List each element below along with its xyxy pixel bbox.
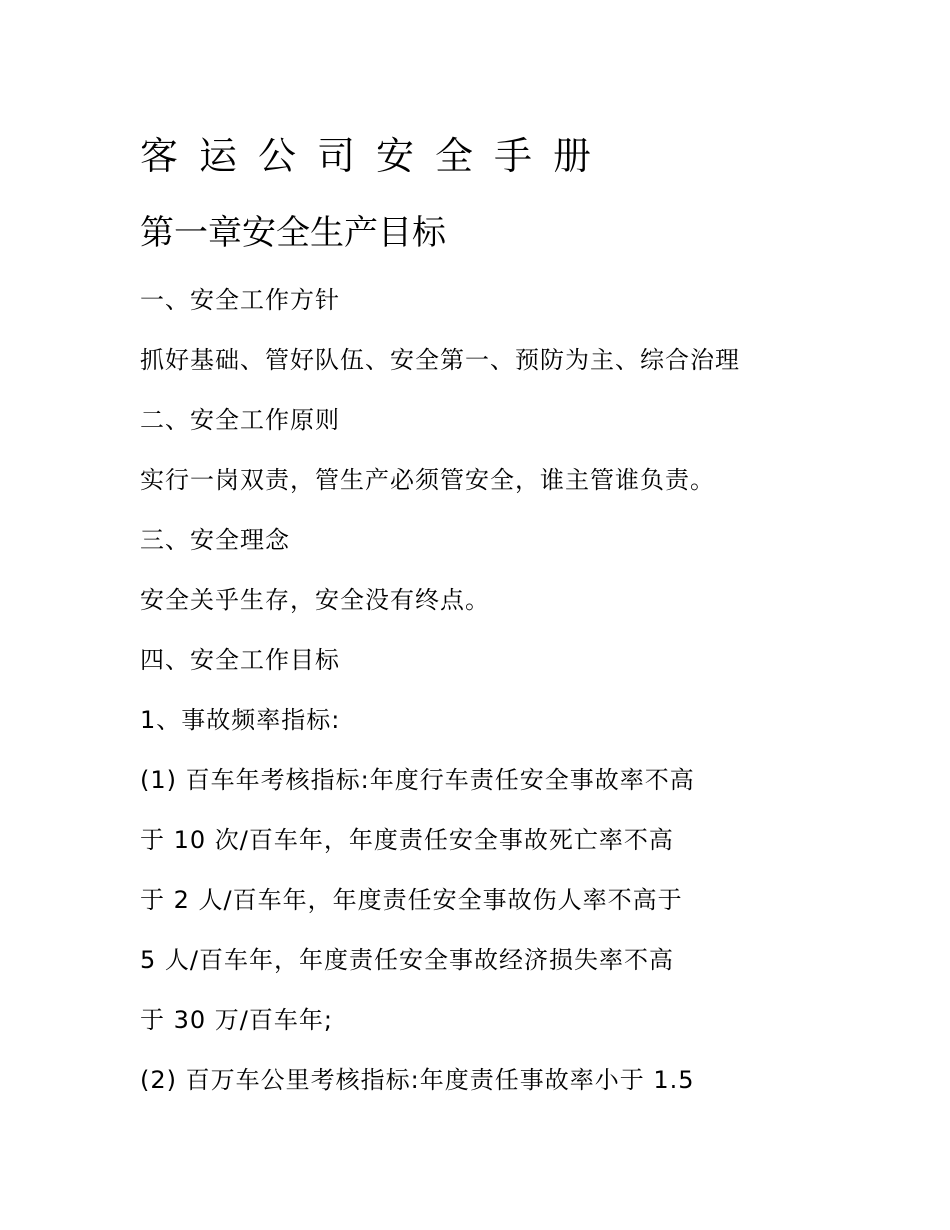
paragraph-policy: 抓好基础、管好队伍、安全第一、预防为主、综合治理 — [140, 346, 740, 374]
subsection-heading-frequency: 1、事故频率指标: — [140, 706, 341, 734]
paragraph-line: 5 人/百车年，年度责任安全事故经济损失率不高 — [140, 946, 674, 974]
chapter-heading: 第一章安全生产目标 — [140, 213, 446, 253]
document-title: 客运公司安全手册 — [140, 134, 613, 178]
section-heading-principle: 二、安全工作原则 — [140, 406, 340, 434]
section-heading-policy: 一、安全工作方针 — [140, 286, 340, 314]
paragraph-line: 于 10 次/百车年，年度责任安全事故死亡率不高 — [140, 826, 674, 854]
paragraph-principle: 实行一岗双责，管生产必须管安全，谁主管谁负责。 — [140, 466, 715, 494]
paragraph-line: 于 30 万/百车年; — [140, 1006, 333, 1034]
paragraph-line: (1) 百车年考核指标:年度行车责任安全事故率不高 — [140, 766, 695, 794]
section-heading-goals: 四、安全工作目标 — [140, 646, 340, 674]
paragraph-line: (2) 百万车公里考核指标:年度责任事故率小于 1.5 — [140, 1066, 695, 1094]
paragraph-line: 于 2 人/百车年，年度责任安全事故伤人率不高于 — [140, 886, 683, 914]
section-heading-philosophy: 三、安全理念 — [140, 526, 290, 554]
paragraph-philosophy: 安全关乎生存，安全没有终点。 — [140, 586, 490, 614]
